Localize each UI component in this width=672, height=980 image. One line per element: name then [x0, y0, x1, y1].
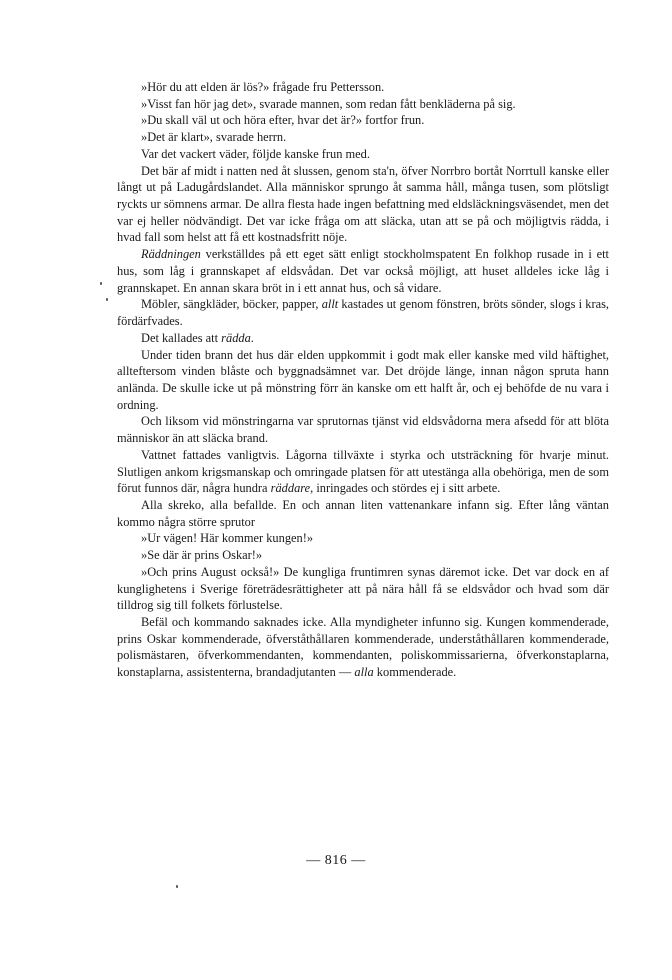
paragraph: »Det är klart», svarade herrn. [141, 130, 287, 145]
paragraph: Befäl och kommando saknades icke. Alla myndigheter infunno sig. Kungen kommenderade, prins Oskar kommenderade, öfverståthållaren kommenderade, underståthållaren kommenderade, polismästaren, öfverkommendanten, kommendanten, poliskommissarierna, öfverkonstaplarna, konstaplarna, assistenterna, brandadjutanten — alla kommenderade. [117, 615, 609, 680]
paragraph: Var det vackert väder, följde kanske frun med. [141, 146, 370, 161]
paragraph: Det bär af midt i natten ned åt slussen, genom sta'n, öfver Norrbro bortåt Norrtull kanske eller långt ut på Ladugårdslandet. Alla människor sprungo åt samma håll, många tusen, som plötsligt ryckts ur sömnens armar. De allra flesta hade ingen befattning med eldsläckningsväsendet, men det var ej heller nödvändigt. Det var icke fråga om att släcka, utan att se på och möjligtvis rädda, i hvad fall som helst att få ett kostnadsfritt nöje. [117, 163, 609, 245]
print-speck [106, 298, 108, 301]
page-number: — 816 — [306, 853, 366, 868]
paragraph: Under tiden brann det hus där elden uppkommit i godt mak eller kanske med vild häftighet, allteftersom vinden blåste och byggnadsämnet var. Det dröjde länge, innan någon spruta hann anlända. De skulle icke ut på mönstring förr än kanske om ett halft år, och ej behöfde de nu vara i ordning. [117, 347, 609, 412]
paragraph: »Ur vägen! Här kommer kungen!» [141, 531, 314, 546]
paragraph: Och liksom vid mönstringarna var sprutornas tjänst vid eldsvådorna mera afsedd för att blöta människor än att släcka brand. [117, 414, 609, 446]
paragraph: Det kallades att rädda. [141, 330, 254, 345]
paragraph: »Se där är prins Oskar!» [141, 548, 263, 563]
paragraph: Alla skreko, alla befallde. En och annan liten vattenankare infann sig. Efter lång väntan kommo några större sprutor [117, 497, 609, 529]
emphasized-word: Räddningen [141, 247, 201, 262]
print-speck [176, 885, 178, 888]
paragraph: Räddningen verkställdes på ett eget sätt enligt stockholmspatent En folkhop rusade in i ett hus, som låg i grannskapet af eldsvådan. Det var också möjligt, att huset alldeles icke låg i grannskapet. En annan skara bröt in i ett annat hus, och så vidare. [117, 247, 609, 295]
paragraph: »Och prins August också!» De kungliga fruntimren synas däremot icke. Det var dock en af kunglighetens i Sverige företrädesrättigheter att på nära håll få se eldsvådor och hvad som där tilldrog sig till folkets förlustelse. [117, 564, 609, 613]
paragraph: Möbler, sängkläder, böcker, papper, allt kastades ut genom fönstren, bröts sönder, slogs i kras, fördärfvades. [117, 297, 609, 329]
paragraph: Vattnet fattades vanligtvis. Lågorna tillväxte i styrka och utsträckning för hvarje minut. Slutligen ankom krigsmanskap och omringade platsen för att utestänga alla obehöriga, men de som förut funnos där, några hundra räddare, inringades och stördes ej i sitt arbete. [117, 447, 609, 496]
emphasized-word: allt [321, 297, 339, 312]
emphasized-word: alla [354, 665, 374, 680]
emphasized-word: räddare [270, 481, 311, 496]
paragraph: »Visst fan hör jag det», svarade mannen, som redan fått benkläderna på sig. [141, 96, 516, 111]
print-speck [100, 282, 102, 285]
paragraph: »Hör du att elden är lös?» frågade fru Pettersson. [141, 80, 385, 94]
paragraph: »Du skall väl ut och höra efter, hvar det är?» fortfor frun. [141, 113, 425, 128]
emphasized-word: rädda [221, 330, 251, 345]
page-body [117, 79, 609, 681]
